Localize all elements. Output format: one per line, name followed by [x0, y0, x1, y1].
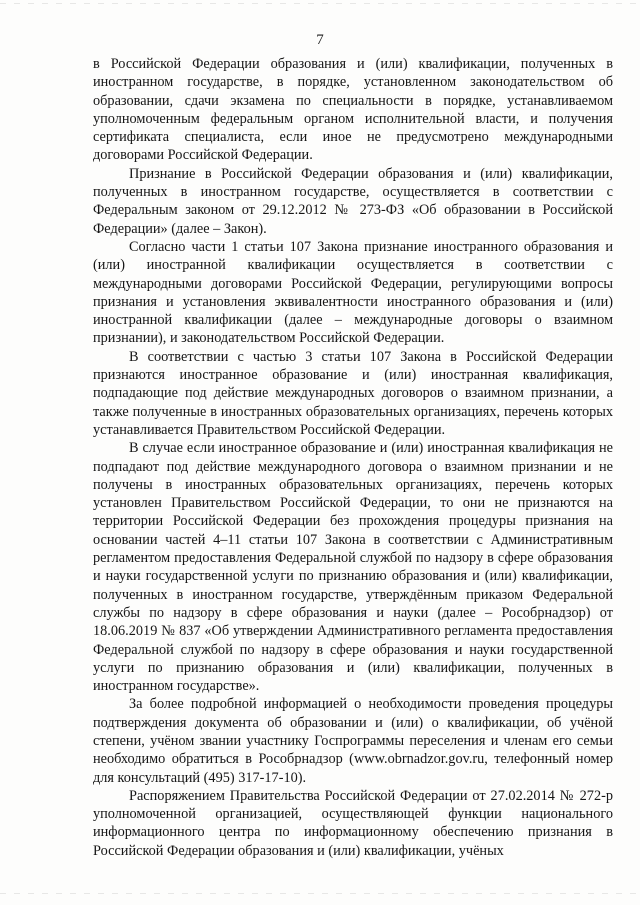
paragraph-article-107-part-1: Согласно части 1 статьи 107 Закона признание иностранного образования и (или) иностранной квалификации осуществляется в соответствии с международными договорами Российской Федерации, регулирующими вопросы признания и установления эквивалентности иностранного образования и (или) иностранной квалификации (далее – международные договоры о взаимном признании), и законодательством Российской Федерации.	[93, 238, 613, 347]
paragraph-government-order: Распоряжением Правительства Российской Федерации от 27.02.2014 № 272-р уполномоченной организацией, осуществляющей функции национального информационного центра по информационному обеспечению признания в Российской Федерации образования и (или) квалификации, учёных	[93, 787, 613, 859]
paragraph-recognition-law: Признание в Российской Федерации образования и (или) квалификации, полученных в иностранном государстве, осуществляется в соответствии с Федеральным законом от 29.12.2012 № 273-ФЗ «Об образовании в Российской Федерации» (далее – Закон).	[93, 165, 613, 237]
page-number: 7	[316, 32, 324, 48]
paragraph-contact-info: За более подробной информацией о необходимости проведения процедуры подтверждения документа об образовании и (или) о квалификации, об учёной степени, учёном звании участнику Госпрограммы переселения и членам его семьи необходимо обратиться в Рособрнадзор (www.obrnadzor.gov.ru, телефонный номер для консультаций (495) 317-17-10).	[93, 696, 613, 786]
scan-edge-bottom	[0, 893, 640, 894]
paragraph-article-107-part-3: В соответствии с частью 3 статьи 107 Закона в Российской Федерации признаются иностранное образование и (или) иностранная квалификация, подпадающие под действие международных договоров о взаимном признании, а также полученные в иностранных образовательных организациях, перечень которых устанавливается Правительством Российской Федерации.	[93, 348, 613, 438]
paragraph-continuation: в Российской Федерации образования и (или) квалификации, полученных в иностранном государстве, в порядке, установленном законодательством об образовании, сдачи экзамена по специальности в порядке, устанавливаемом уполномоченным федеральным органом исполнительной власти, и получения сертификата специалиста, если иное не предусмотрено международными договорами Российской Федерации.	[93, 56, 613, 164]
scan-edge-top	[0, 3, 640, 4]
document-body	[93, 55, 613, 860]
paragraph-recognition-procedure: В случае если иностранное образование и (или) иностранная квалификация не подпадают под действие международного договора о взаимном признании и не получены в иностранных образовательных организациях, перечень которых установлен Правительством Российской Федерации, то они не признаются на территории Российской Федерации без прохождения процедуры признания на основании частей 4–11 статьи 107 Закона в соответствии с Административным регламентом предоставления Федеральной службой по надзору в сфере образования и науки государственной услуги по признанию образования и (или) квалификации, полученных в иностранном государстве, утверждённым приказом Федеральной службы по надзору в сфере образования и науки (далее – Рособрнадзор) от 18.06.2019 № 837 «Об утверждении Административного регламента предоставления Федеральной службой по надзору в сфере образования и науки государственной услуги по признанию образования и (или) квалификации, полученных в иностранном государстве».	[93, 440, 613, 695]
